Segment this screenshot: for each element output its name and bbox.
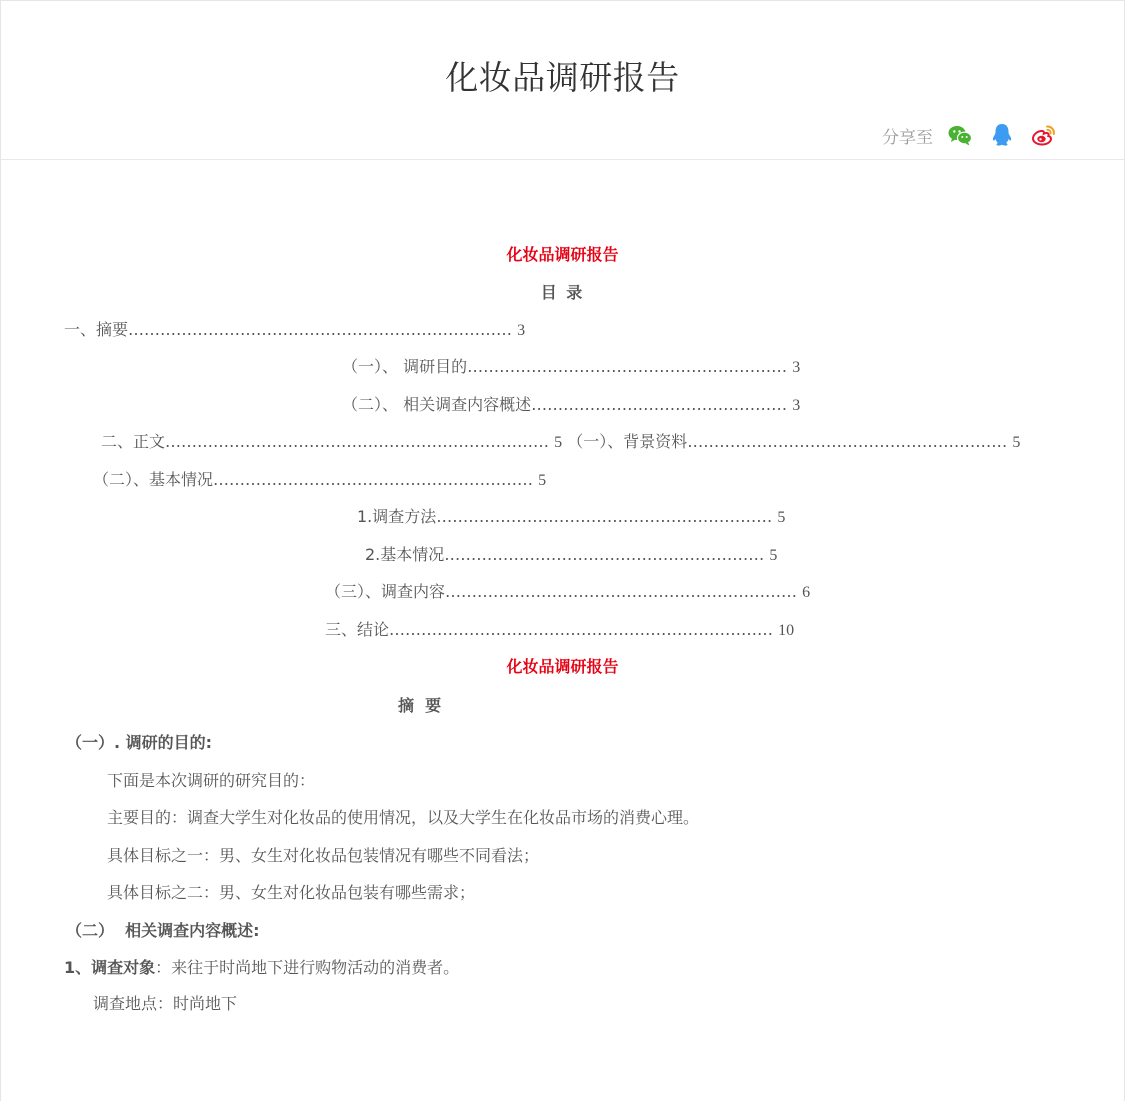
toc-dots: ……………………………………………………………… — [389, 620, 774, 639]
share-bar — [882, 122, 1073, 148]
toc-page-number: 3 — [517, 322, 526, 339]
toc-entry-label: 2.基本情况 — [365, 545, 445, 564]
toc-heading: 目 录 — [540, 283, 585, 302]
toc-entry-label: （二）、基本情况 — [93, 470, 214, 489]
toc-entry[interactable] — [64, 320, 525, 341]
toc-entry-label: 三、结论 — [325, 620, 390, 639]
paragraph: 下面是本次调研的研究目的： — [107, 771, 316, 790]
paragraph: 具体目标之一：男、女生对化妆品包装情况有哪些不同看法； — [107, 846, 540, 865]
toc-entry[interactable] — [101, 432, 1020, 453]
toc-dots: ………………………………………………………… — [445, 582, 798, 601]
share-label: 分享至 — [882, 127, 933, 148]
toc-page-number: 6 — [802, 584, 811, 601]
toc-dots: …………………………………………………… — [213, 470, 534, 489]
toc-dots: …………………………………………………… — [467, 357, 788, 376]
toc-entry-label: （二）、 相关调查内容概述 — [342, 395, 532, 414]
section-title: 化妆品调研报告 — [506, 657, 619, 676]
item-colon: ： — [155, 958, 172, 977]
toc-dots: ………………………………………… — [531, 395, 788, 414]
toc-page-number: 3 — [792, 359, 801, 376]
paragraph: 调查地点：时尚地下 — [93, 994, 238, 1013]
toc-entry-label: （一）、背景资料 — [567, 432, 688, 451]
paragraph: 具体目标之二：男、女生对化妆品包装有哪些需求； — [107, 883, 476, 902]
toc-page-number: 5 — [777, 509, 786, 526]
toc-page-number: 5 — [769, 547, 778, 564]
toc-entry[interactable] — [93, 470, 546, 491]
qq-icon[interactable] — [989, 122, 1015, 148]
toc-page-number: 5 — [554, 434, 563, 451]
toc-dots: …………………………………………………… — [444, 545, 765, 564]
toc-entry[interactable] — [342, 357, 800, 378]
wechat-icon[interactable] — [947, 122, 973, 148]
toc-dots: ……………………………………………………………… — [165, 432, 550, 451]
item-label: 1、调查对象 — [64, 958, 156, 977]
toc-entry[interactable] — [325, 582, 810, 603]
toc-entry[interactable] — [325, 620, 794, 641]
toc-entry-label: 1.调查方法 — [357, 507, 437, 526]
item-text: 来往于时尚地下进行购物活动的消费者。 — [171, 958, 460, 977]
toc-dots: ……………………………………………………… — [436, 507, 773, 526]
page-title: 化妆品调研报告 — [445, 58, 680, 97]
section-heading: （一）. 调研的目的: — [66, 733, 213, 752]
toc-entry[interactable] — [342, 395, 800, 416]
section-heading: （二） 相关调查内容概述: — [66, 921, 260, 940]
toc-entry-label: 二、正文 — [101, 432, 166, 451]
paragraph — [64, 958, 459, 978]
toc-entry-label: （三）、调查内容 — [325, 582, 446, 601]
article-header — [0, 0, 1125, 160]
abstract-heading: 摘 要 — [398, 696, 442, 715]
toc-page-number: 3 — [792, 397, 801, 414]
toc-entry-label: 一、摘要 — [64, 320, 129, 339]
toc-entry-label: （一）、 调研目的 — [342, 357, 468, 376]
weibo-icon[interactable] — [1031, 122, 1057, 148]
toc-page-number: 10 — [778, 622, 795, 639]
toc-page-number: 5 — [538, 472, 547, 489]
toc-entry[interactable] — [365, 545, 777, 566]
toc-page-number: 5 — [1012, 434, 1021, 451]
paragraph: 主要目的：调查大学生对化妆品的使用情况，以及大学生在化妆品市场的消费心理。 — [107, 808, 700, 827]
toc-entry[interactable] — [357, 507, 785, 528]
toc-dots: …………………………………………………… — [687, 432, 1008, 451]
toc-dots: ……………………………………………………………… — [128, 320, 513, 339]
doc-title: 化妆品调研报告 — [506, 245, 619, 264]
